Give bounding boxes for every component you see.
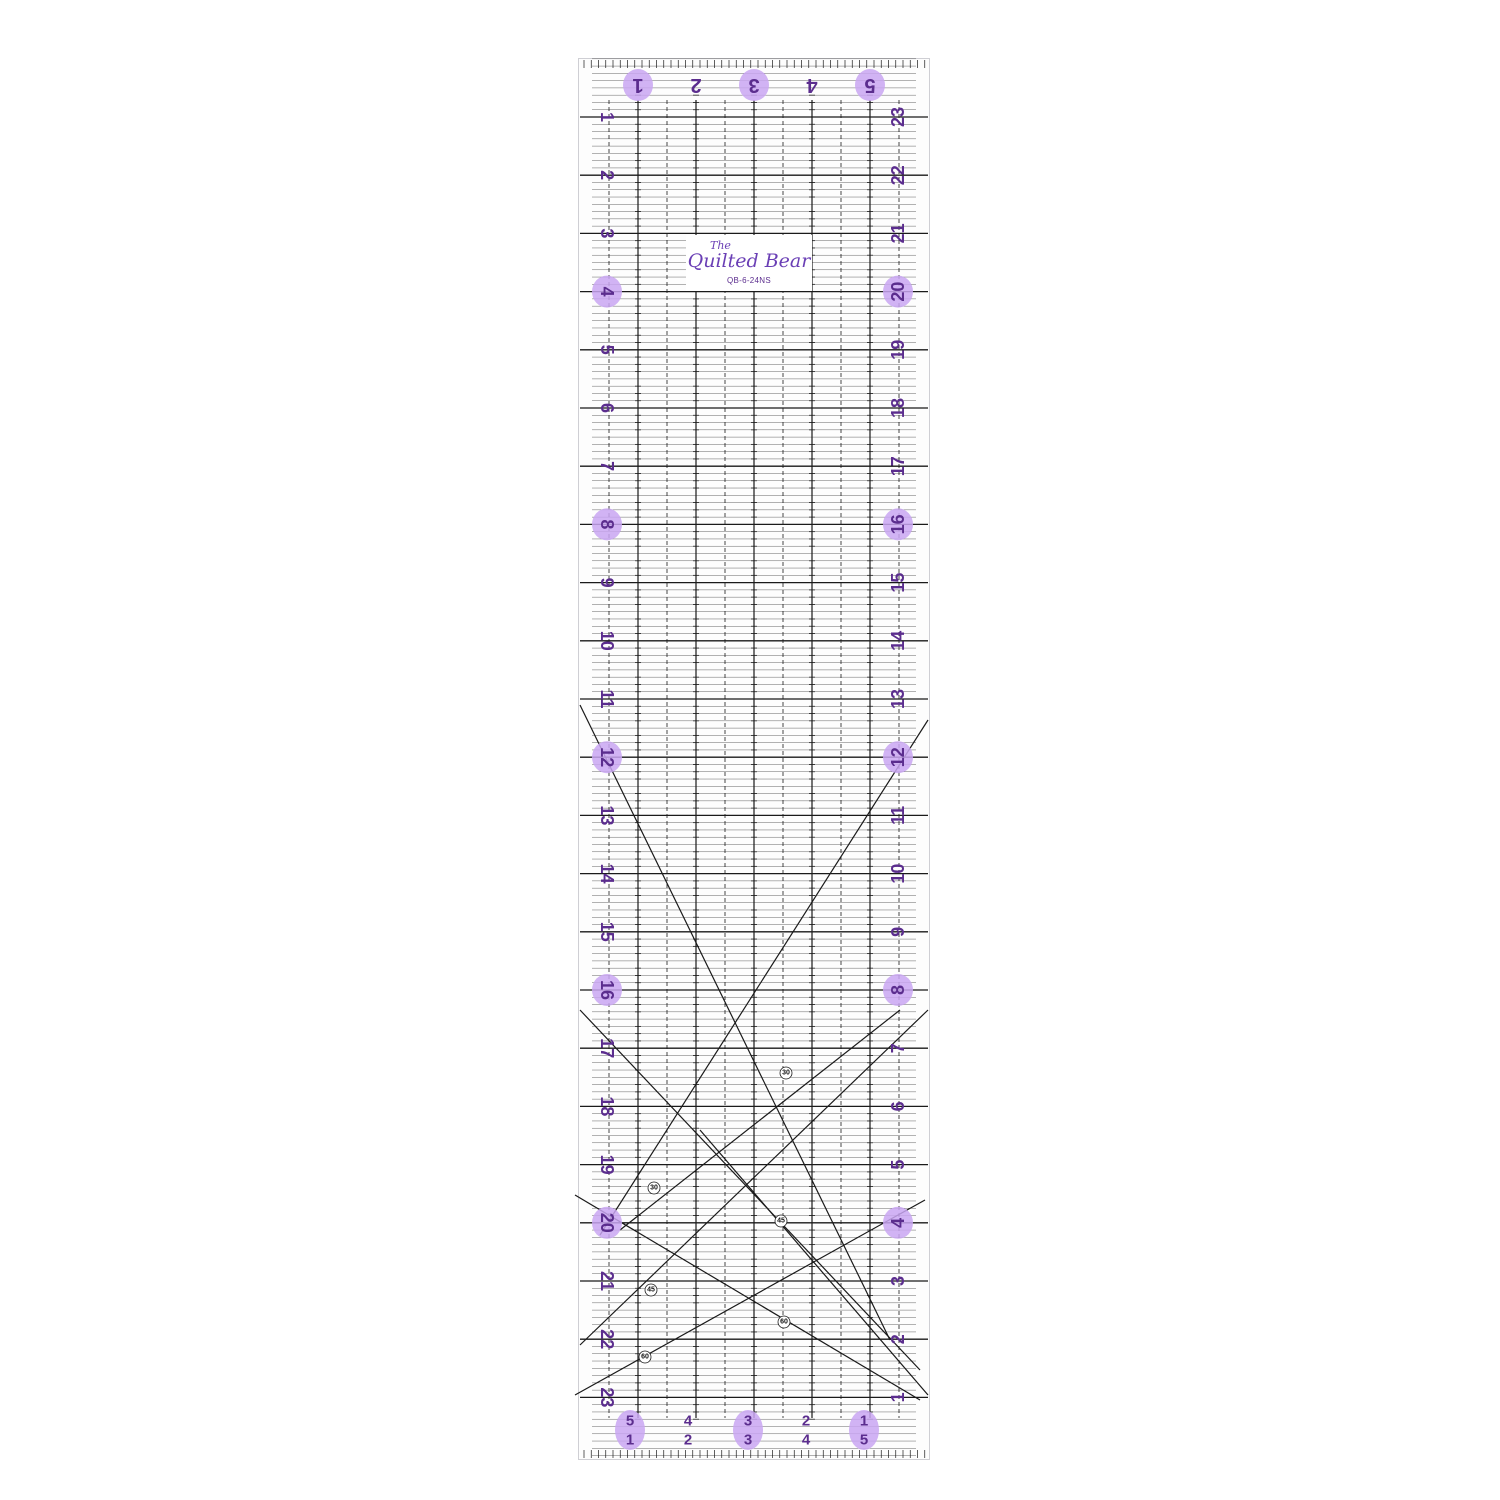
top-number-5: 5	[864, 74, 876, 96]
bottom-upper-number-4: 4	[683, 1412, 693, 1430]
right-number-15: 15	[888, 572, 908, 593]
right-number-8: 8	[888, 984, 908, 996]
left-number-10: 10	[597, 630, 617, 651]
right-number-9: 9	[888, 926, 908, 937]
right-number-14: 14	[888, 630, 908, 651]
right-number-23: 23	[888, 106, 908, 128]
brand-name: Quilted Bear	[687, 250, 811, 272]
right-number-17: 17	[888, 456, 908, 477]
left-number-2: 2	[597, 170, 617, 181]
angle-line	[575, 1200, 925, 1395]
left-number-17: 17	[597, 1038, 617, 1059]
bottom-lower-number-3: 3	[743, 1431, 753, 1449]
right-number-22: 22	[888, 165, 908, 186]
right-number-1: 1	[888, 1392, 908, 1403]
bottom-lower-number-2: 2	[683, 1431, 693, 1449]
top-number-3: 3	[748, 74, 760, 96]
left-number-11: 11	[597, 689, 617, 709]
angle-label-60: 60	[641, 1353, 649, 1361]
right-number-5: 5	[888, 1159, 908, 1170]
right-number-2: 2	[888, 1334, 908, 1345]
top-number-2: 2	[690, 74, 702, 96]
right-number-20: 20	[888, 281, 908, 302]
left-number-23: 23	[597, 1387, 617, 1408]
right-number-10: 10	[888, 863, 908, 884]
left-number-1: 1	[597, 111, 617, 123]
angle-line	[600, 720, 928, 1235]
right-number-7: 7	[888, 1043, 908, 1054]
left-number-9: 9	[597, 577, 617, 588]
left-number-6: 6	[597, 402, 617, 414]
right-number-18: 18	[888, 397, 908, 419]
bottom-lower-number-1: 1	[625, 1431, 635, 1449]
angle-line	[580, 1010, 920, 1370]
right-number-13: 13	[888, 688, 908, 710]
bottom-upper-number-1: 1	[859, 1412, 869, 1430]
left-number-15: 15	[597, 921, 617, 942]
brand-sku: QB-6-24NS	[726, 276, 772, 285]
angle-line	[575, 1195, 920, 1403]
right-number-6: 6	[888, 1101, 908, 1112]
angle-label-45: 45	[777, 1217, 785, 1225]
left-number-21: 21	[597, 1270, 617, 1292]
right-number-4: 4	[888, 1217, 908, 1228]
bottom-lower-number-5: 5	[859, 1431, 869, 1449]
right-number-11: 11	[888, 805, 908, 825]
left-number-7: 7	[597, 461, 617, 472]
angle-line	[620, 1010, 900, 1230]
brand-the: The	[710, 239, 731, 252]
left-number-18: 18	[597, 1096, 617, 1117]
left-number-5: 5	[597, 344, 617, 355]
left-number-19: 19	[597, 1154, 617, 1175]
bottom-upper-number-3: 3	[743, 1412, 753, 1430]
top-number-4: 4	[806, 74, 818, 96]
bottom-lower-number-4: 4	[801, 1431, 811, 1449]
left-number-20: 20	[597, 1212, 617, 1233]
angle-label-30: 30	[782, 1069, 790, 1077]
bottom-upper-number-2: 2	[801, 1412, 811, 1430]
left-number-22: 22	[597, 1329, 617, 1350]
right-number-3: 3	[888, 1275, 908, 1287]
angle-label-45: 45	[647, 1286, 655, 1294]
right-number-16: 16	[888, 514, 908, 535]
top-number-1: 1	[632, 74, 644, 96]
right-number-12: 12	[888, 747, 908, 768]
angle-label-60: 60	[780, 1318, 788, 1326]
left-number-16: 16	[597, 979, 617, 1001]
left-number-12: 12	[597, 747, 617, 768]
left-number-4: 4	[597, 286, 617, 297]
brand-logo	[686, 235, 812, 291]
left-number-8: 8	[597, 519, 617, 530]
left-number-3: 3	[597, 228, 617, 239]
angle-label-30: 30	[650, 1184, 658, 1192]
right-number-21: 21	[888, 223, 908, 244]
left-number-14: 14	[597, 863, 617, 884]
right-number-19: 19	[888, 339, 908, 360]
bottom-upper-number-5: 5	[625, 1412, 635, 1430]
left-number-13: 13	[597, 805, 617, 826]
